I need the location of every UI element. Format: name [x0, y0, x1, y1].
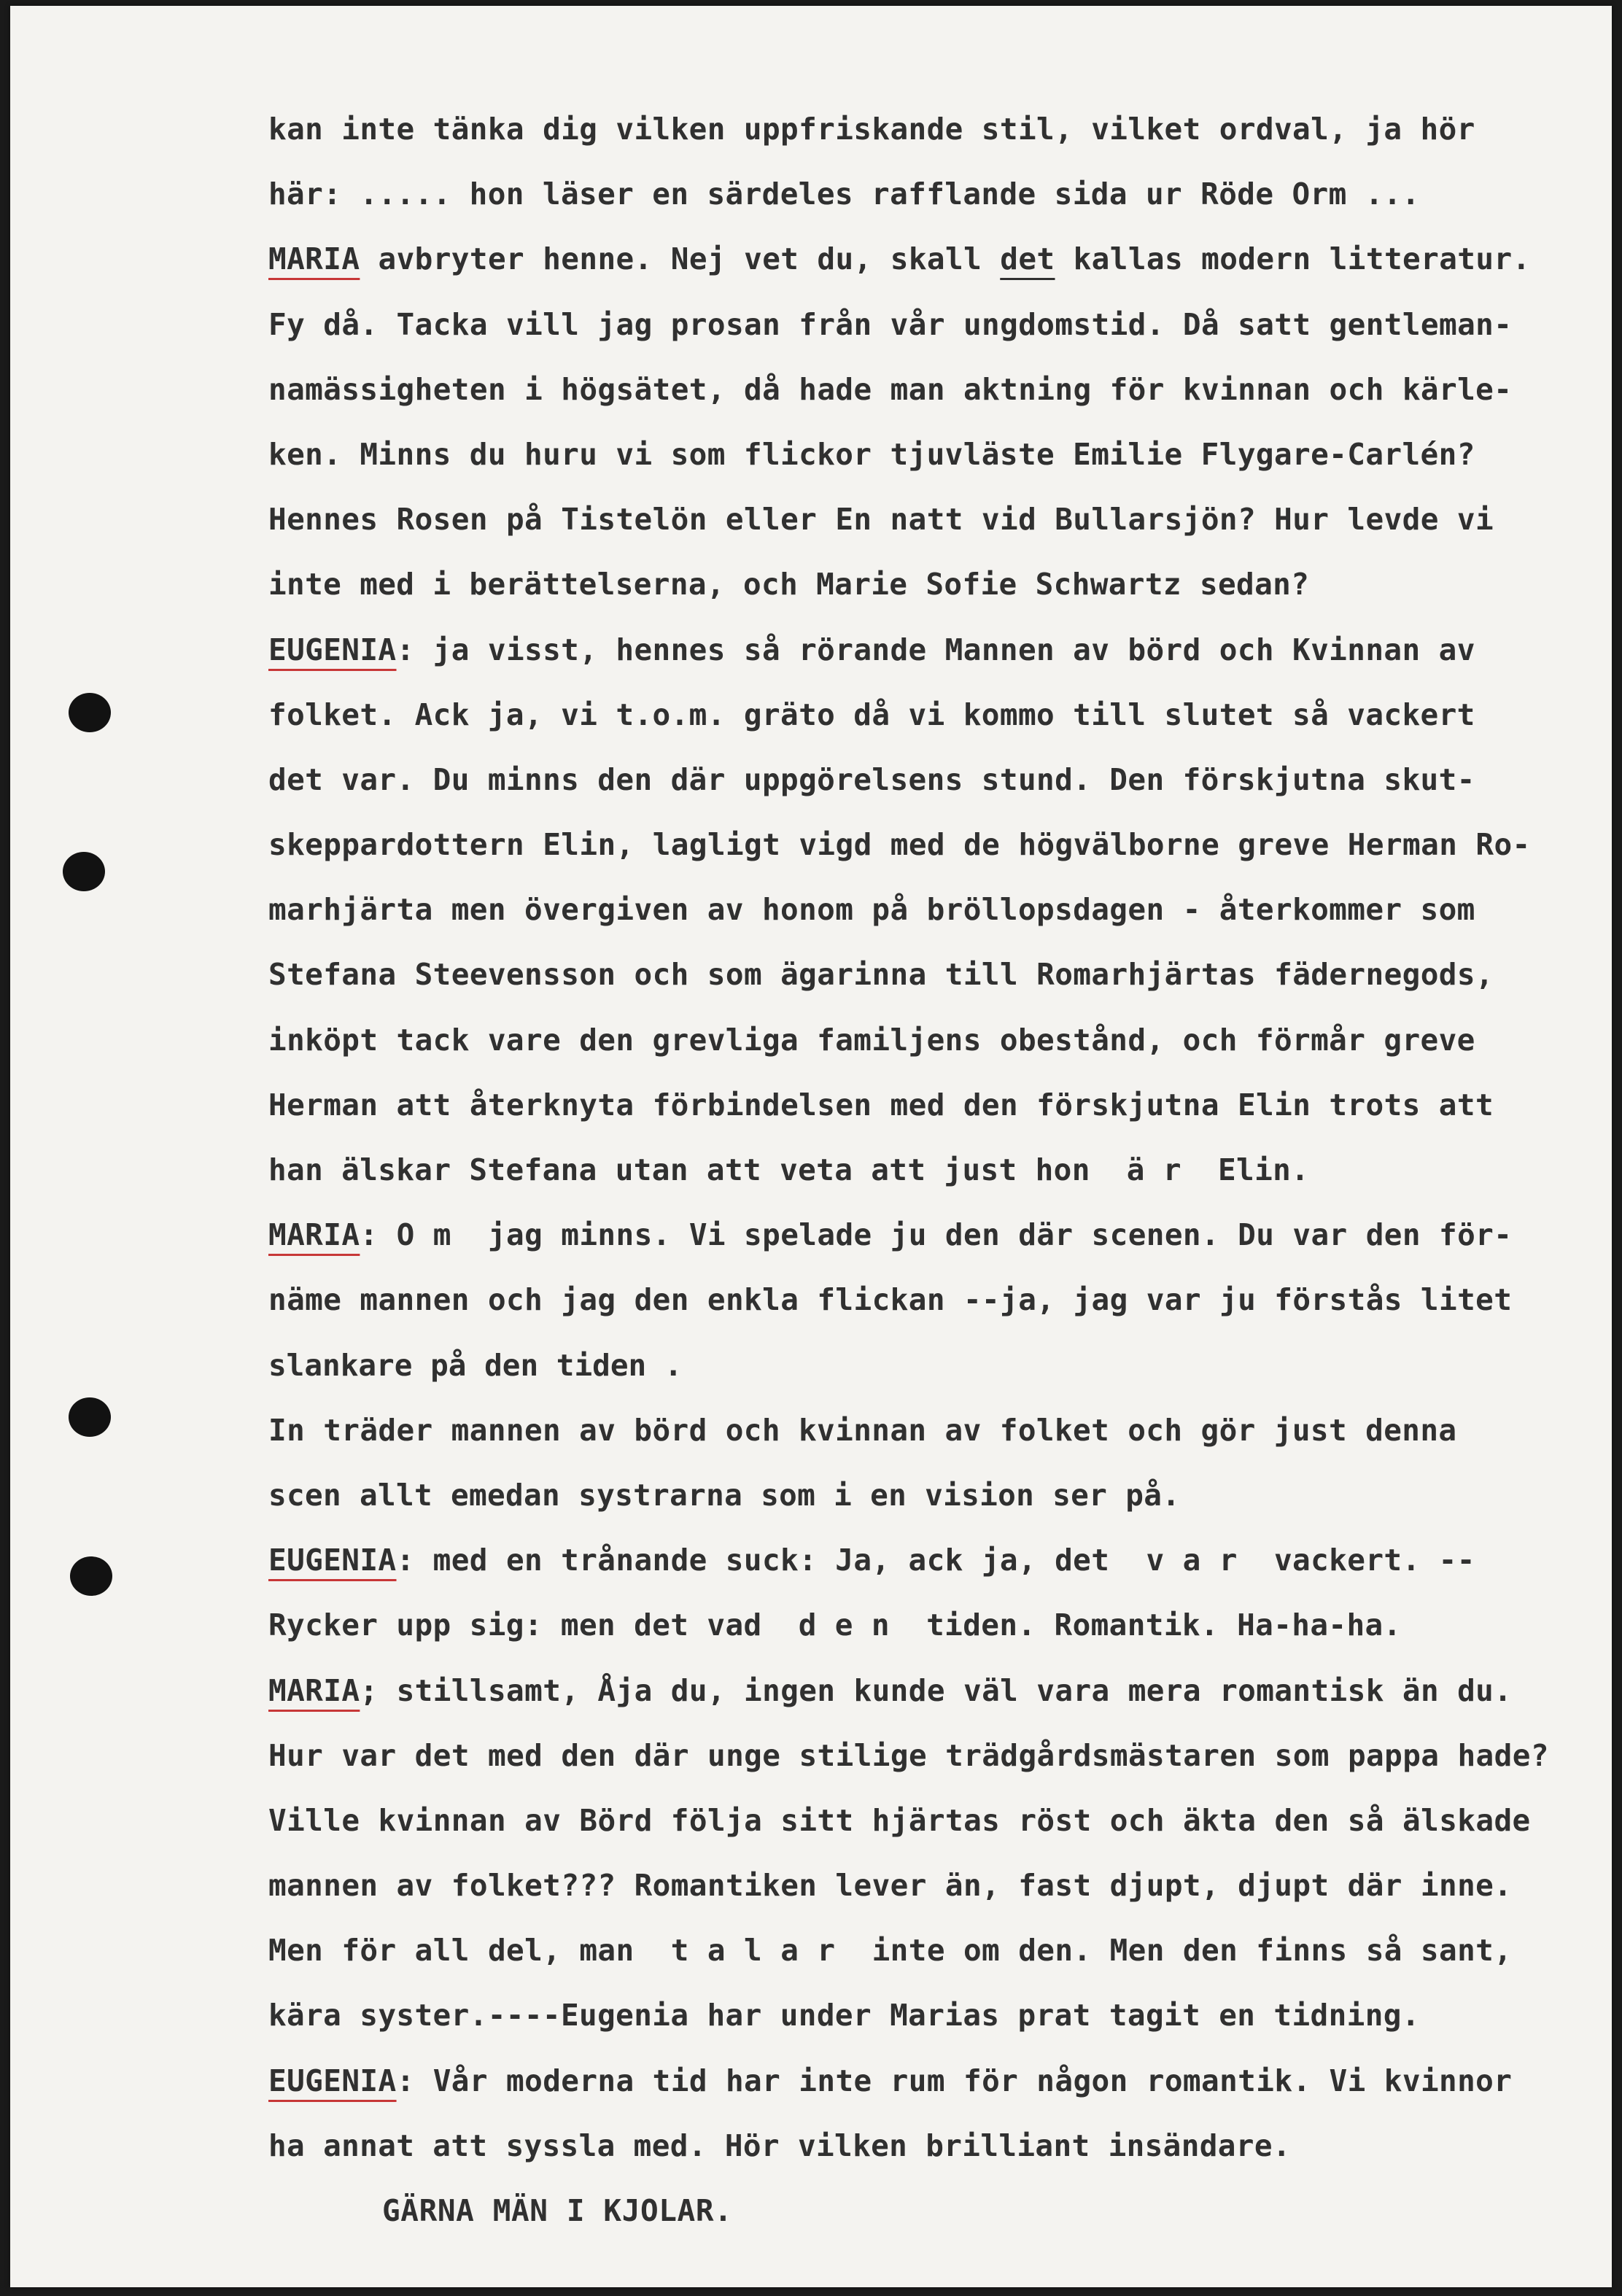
punch-hole: [63, 852, 105, 891]
punch-hole: [70, 1556, 112, 1596]
text-line: [268, 422, 1603, 487]
text-run: Fy då. Tacka vill jag prosan från vår ungdomstid. Då satt gentleman-: [268, 306, 1513, 342]
text-run: ha annat att syssla med. Hör vilken brilliant insändare.: [268, 2128, 1291, 2163]
speaker-name: EUGENIA: [268, 632, 397, 667]
text-line: [268, 1593, 1603, 1658]
text-run: ; stillsamt, Åja du, ingen kunde väl vara mera romantisk än du.: [360, 1672, 1513, 1708]
text-line: [268, 1463, 1603, 1528]
text-run: Ville kvinnan av Börd följa sitt hjärtas röst och äkta den så älskade: [268, 1802, 1531, 1838]
text-line: [268, 2049, 1603, 2114]
text-run: det var. Du minns den där uppgörelsens stund. Den förskjutna skut-: [268, 761, 1475, 797]
text-line: [268, 487, 1603, 552]
text-line: [268, 1853, 1603, 1918]
text-run: avbryter henne. Nej vet du, skall: [360, 241, 1001, 277]
text-run: namässigheten i högsätet, då hade man aktning för kvinnan och kärle-: [268, 371, 1513, 407]
text-line: [268, 1073, 1603, 1138]
text-line: [268, 812, 1603, 877]
speaker-name: EUGENIA: [268, 2063, 397, 2098]
text-line: [268, 1659, 1603, 1723]
speaker-name: EUGENIA: [268, 1543, 397, 1578]
text-line: [268, 1983, 1603, 2048]
text-line: [268, 162, 1603, 227]
text-run: Stefana Steevensson och som ägarinna till Romarhjärtas fädernegods,: [268, 957, 1494, 993]
text-line: [268, 1203, 1603, 1268]
text-line: [268, 1268, 1603, 1333]
text-run: : Vår moderna tid har inte rum för någon romantik. Vi kvinnor: [396, 2063, 1513, 2098]
text-line: [268, 618, 1603, 683]
text-line: [268, 1138, 1603, 1203]
text-line: [268, 1333, 1603, 1398]
text-line: [268, 683, 1603, 748]
text-run: : ja visst, hennes så rörande Mannen av börd och Kvinnan av: [396, 632, 1475, 667]
text-line: [268, 357, 1603, 422]
typed-text-block: [268, 97, 1603, 2243]
emphasized-word: det: [1000, 241, 1055, 277]
speaker-name: MARIA: [268, 1672, 360, 1708]
text-run: : O m jag minns. Vi spelade ju den där scenen. Du var den för-: [360, 1217, 1513, 1253]
text-run: inte med i berättelserna, och Marie Sofie Schwartz sedan?: [268, 567, 1310, 602]
section-heading: GÄRNA MÄN I KJOLAR.: [382, 2193, 733, 2228]
text-line: [268, 1918, 1603, 1983]
text-line: [268, 1528, 1603, 1593]
text-run: han älskar Stefana utan att veta att just hon ä r Elin.: [268, 1152, 1310, 1187]
text-line: [268, 942, 1603, 1007]
text-run: Men för all del, man t a l a r inte om den. Men den finns så sant,: [268, 1933, 1513, 1969]
text-line: [268, 877, 1603, 942]
text-run: marhjärta men övergiven av honom på bröllopsdagen - återkommer som: [268, 892, 1475, 928]
text-line: [268, 1008, 1603, 1073]
punch-hole: [69, 1397, 111, 1437]
text-run: här: ..... hon läser en särdeles rafflande sida ur Röde Orm ...: [268, 177, 1420, 212]
text-line: [268, 1723, 1603, 1788]
text-run: scen allt emedan systrarna som i en vision ser på.: [268, 1477, 1181, 1513]
text-line: [268, 292, 1603, 357]
text-run: ken. Minns du huru vi som flickor tjuvläste Emilie Flygare-Carlén?: [268, 436, 1475, 472]
text-run: näme mannen och jag den enkla flickan --ja, jag var ju förstås litet: [268, 1282, 1513, 1318]
typewritten-page: [10, 6, 1612, 2287]
text-line: [268, 227, 1603, 292]
text-run: kan inte tänka dig vilken uppfriskande stil, vilket ordval, ja hör: [268, 112, 1475, 147]
text-run: mannen av folket??? Romantiken lever än, fast djupt, djupt där inne.: [268, 1868, 1513, 1904]
text-run: Herman att återknyta förbindelsen med den förskjutna Elin trots att: [268, 1087, 1494, 1122]
text-run: Hennes Rosen på Tistelön eller En natt vid Bullarsjön? Hur levde vi: [268, 502, 1494, 538]
text-line: [268, 97, 1603, 162]
text-run: Hur var det med den där unge stilige trädgårdsmästaren som pappa hade?: [268, 1737, 1549, 1773]
text-line: [268, 552, 1603, 617]
text-line: [268, 1398, 1603, 1463]
text-run: kära syster.----Eugenia har under Marias prat tagit en tidning.: [268, 1998, 1420, 2033]
text-run: inköpt tack vare den grevliga familjens obestånd, och förmår greve: [268, 1022, 1475, 1058]
text-run: : med en trånande suck: Ja, ack ja, det v a r vackert. --: [396, 1543, 1475, 1578]
text-run: Rycker upp sig: men det vad d e n tiden. Romantik. Ha-ha-ha.: [268, 1607, 1402, 1643]
speaker-name: MARIA: [268, 241, 360, 277]
text-line: [268, 2114, 1603, 2179]
text-run: kallas modern litteratur.: [1055, 241, 1531, 277]
text-line: [268, 1788, 1603, 1853]
text-run: In träder mannen av börd och kvinnan av folket och gör just denna: [268, 1412, 1457, 1448]
text-run: folket. Ack ja, vi t.o.m. gräto då vi kommo till slutet så vackert: [268, 697, 1475, 732]
text-run: skeppardottern Elin, lagligt vigd med de högvälborne greve Herman Ro-: [268, 827, 1531, 863]
punch-hole: [69, 693, 111, 732]
text-run: slankare på den tiden .: [268, 1347, 683, 1383]
text-line: [268, 748, 1603, 812]
speaker-name: MARIA: [268, 1217, 360, 1253]
